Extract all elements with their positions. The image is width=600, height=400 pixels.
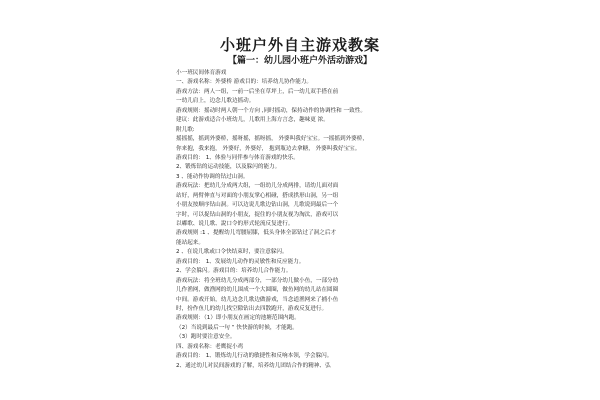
body-line: 一、游戏名称：外婆桥 游戏目的：培养幼儿协作能力。: [176, 79, 313, 86]
body-line: 游戏玩法：将全班幼儿分成两部分，一部分幼儿做小鱼，一部分幼: [176, 277, 339, 284]
body-line: 中间。游戏开始，幼儿边念儿歌边做游戏，当念道渔网来了捕小鱼: [176, 296, 339, 303]
document-title: 小班户外自主游戏教案: [219, 36, 380, 54]
body-line: 3 、能动作协调的钻过山洞。: [176, 173, 249, 180]
body-line: 摇摇摇，摇到外婆桥，摇呀摇，摇呀摇， 外婆叫我好宝宝。一摇摇到外婆桥，: [176, 136, 368, 143]
body-line: 2、学会躲闪。游戏目的：培养幼儿合作能力。: [176, 268, 292, 275]
body-line: 时，扮作鱼儿的幼儿找空隙钻出去四散跑开，游戏反复进行。: [176, 305, 328, 312]
body-line: 一幼儿肩上，边念儿歌边摇动。: [176, 98, 255, 105]
body-line: 小朋友按顺序钻山洞。可以边说儿歌边钻山洞，儿歌说到最后一个: [176, 202, 339, 209]
body-line: 能站起来。: [176, 239, 204, 246]
body-line: 游戏规则 :1 、提醒幼儿弯腰屈膝，低头身体全部钻过了洞之后才: [176, 230, 337, 237]
body-line: 游戏方法：两人一组，一前一后坐在草坪上，后一幼儿双手搭在前: [176, 88, 339, 95]
body-line: 2 、在说儿歌或口令快结束时，要注意躲闪。: [176, 249, 288, 256]
body-line: （3）跑时要注意安全。: [176, 334, 236, 341]
body-line: 游戏目的： 1、发展幼儿动作的灵敏性和反应能力。: [176, 258, 305, 265]
body-line: 建议：此游戏适合小班幼儿，儿歌用上海方言念，趣味更 浓。: [176, 117, 329, 124]
body-line: （2）当说到最后一句 “ 快快游的时候，才能跑。: [176, 324, 298, 331]
body-line: 游戏规则：（1）即小朋友在画定的池塘范围内跑。: [176, 315, 300, 322]
body-line: 四、游戏名称：老鹰捉小鸡: [176, 343, 244, 350]
body-line: 2、锻炼钻的运动技能，以及躲闪的能力。: [176, 164, 281, 171]
body-line: 游戏目的： 1、锻炼幼儿行动的敏捷性和反响本领，学会躲闪。: [176, 353, 333, 360]
body-line: 小一班民间体育游戏: [176, 70, 227, 76]
body-line: 游戏目的： 1、体验与同伴参与体育游戏的快乐。: [176, 154, 299, 161]
body-line: 游戏玩法：把幼儿分成两大组，一组幼儿分成两排，请幼儿面对面: [176, 183, 339, 190]
body-line: 站好，两臂伸直与对面的小朋友掌心相碰，搭成拱形山洞，另一组: [176, 192, 339, 199]
body-line: 你来抱，我来抱， 外婆好，外婆好， 抱到瓶边去拿糖， 外婆叫我好宝宝。: [176, 145, 361, 152]
body-line: 附儿歌:: [176, 126, 195, 133]
document-body: [176, 69, 436, 371]
document-subtitle: 【篇一：幼儿园小班户外活动游戏】: [227, 56, 372, 66]
body-line: 字时，可以捉钻山洞的小朋友，捉住的小朋友视为淘汰，游戏可以: [176, 211, 339, 218]
body-line: 儿作渔网，做渔网的幼儿围成一个大圆圈，做鱼网的幼儿站在圆圈: [176, 287, 339, 294]
body-line: 以嘟歌、说儿歌、說口令的形式轮流反复进行。: [176, 221, 294, 227]
body-line: 2、通过幼儿对民间游戏的了解，培养幼儿团结合作的精神、弘: [176, 362, 331, 369]
body-line: 游戏规则：摇动时两人朝一个方向 ,同时摇动，保持动作的协调性和 一致性。: [176, 107, 366, 114]
